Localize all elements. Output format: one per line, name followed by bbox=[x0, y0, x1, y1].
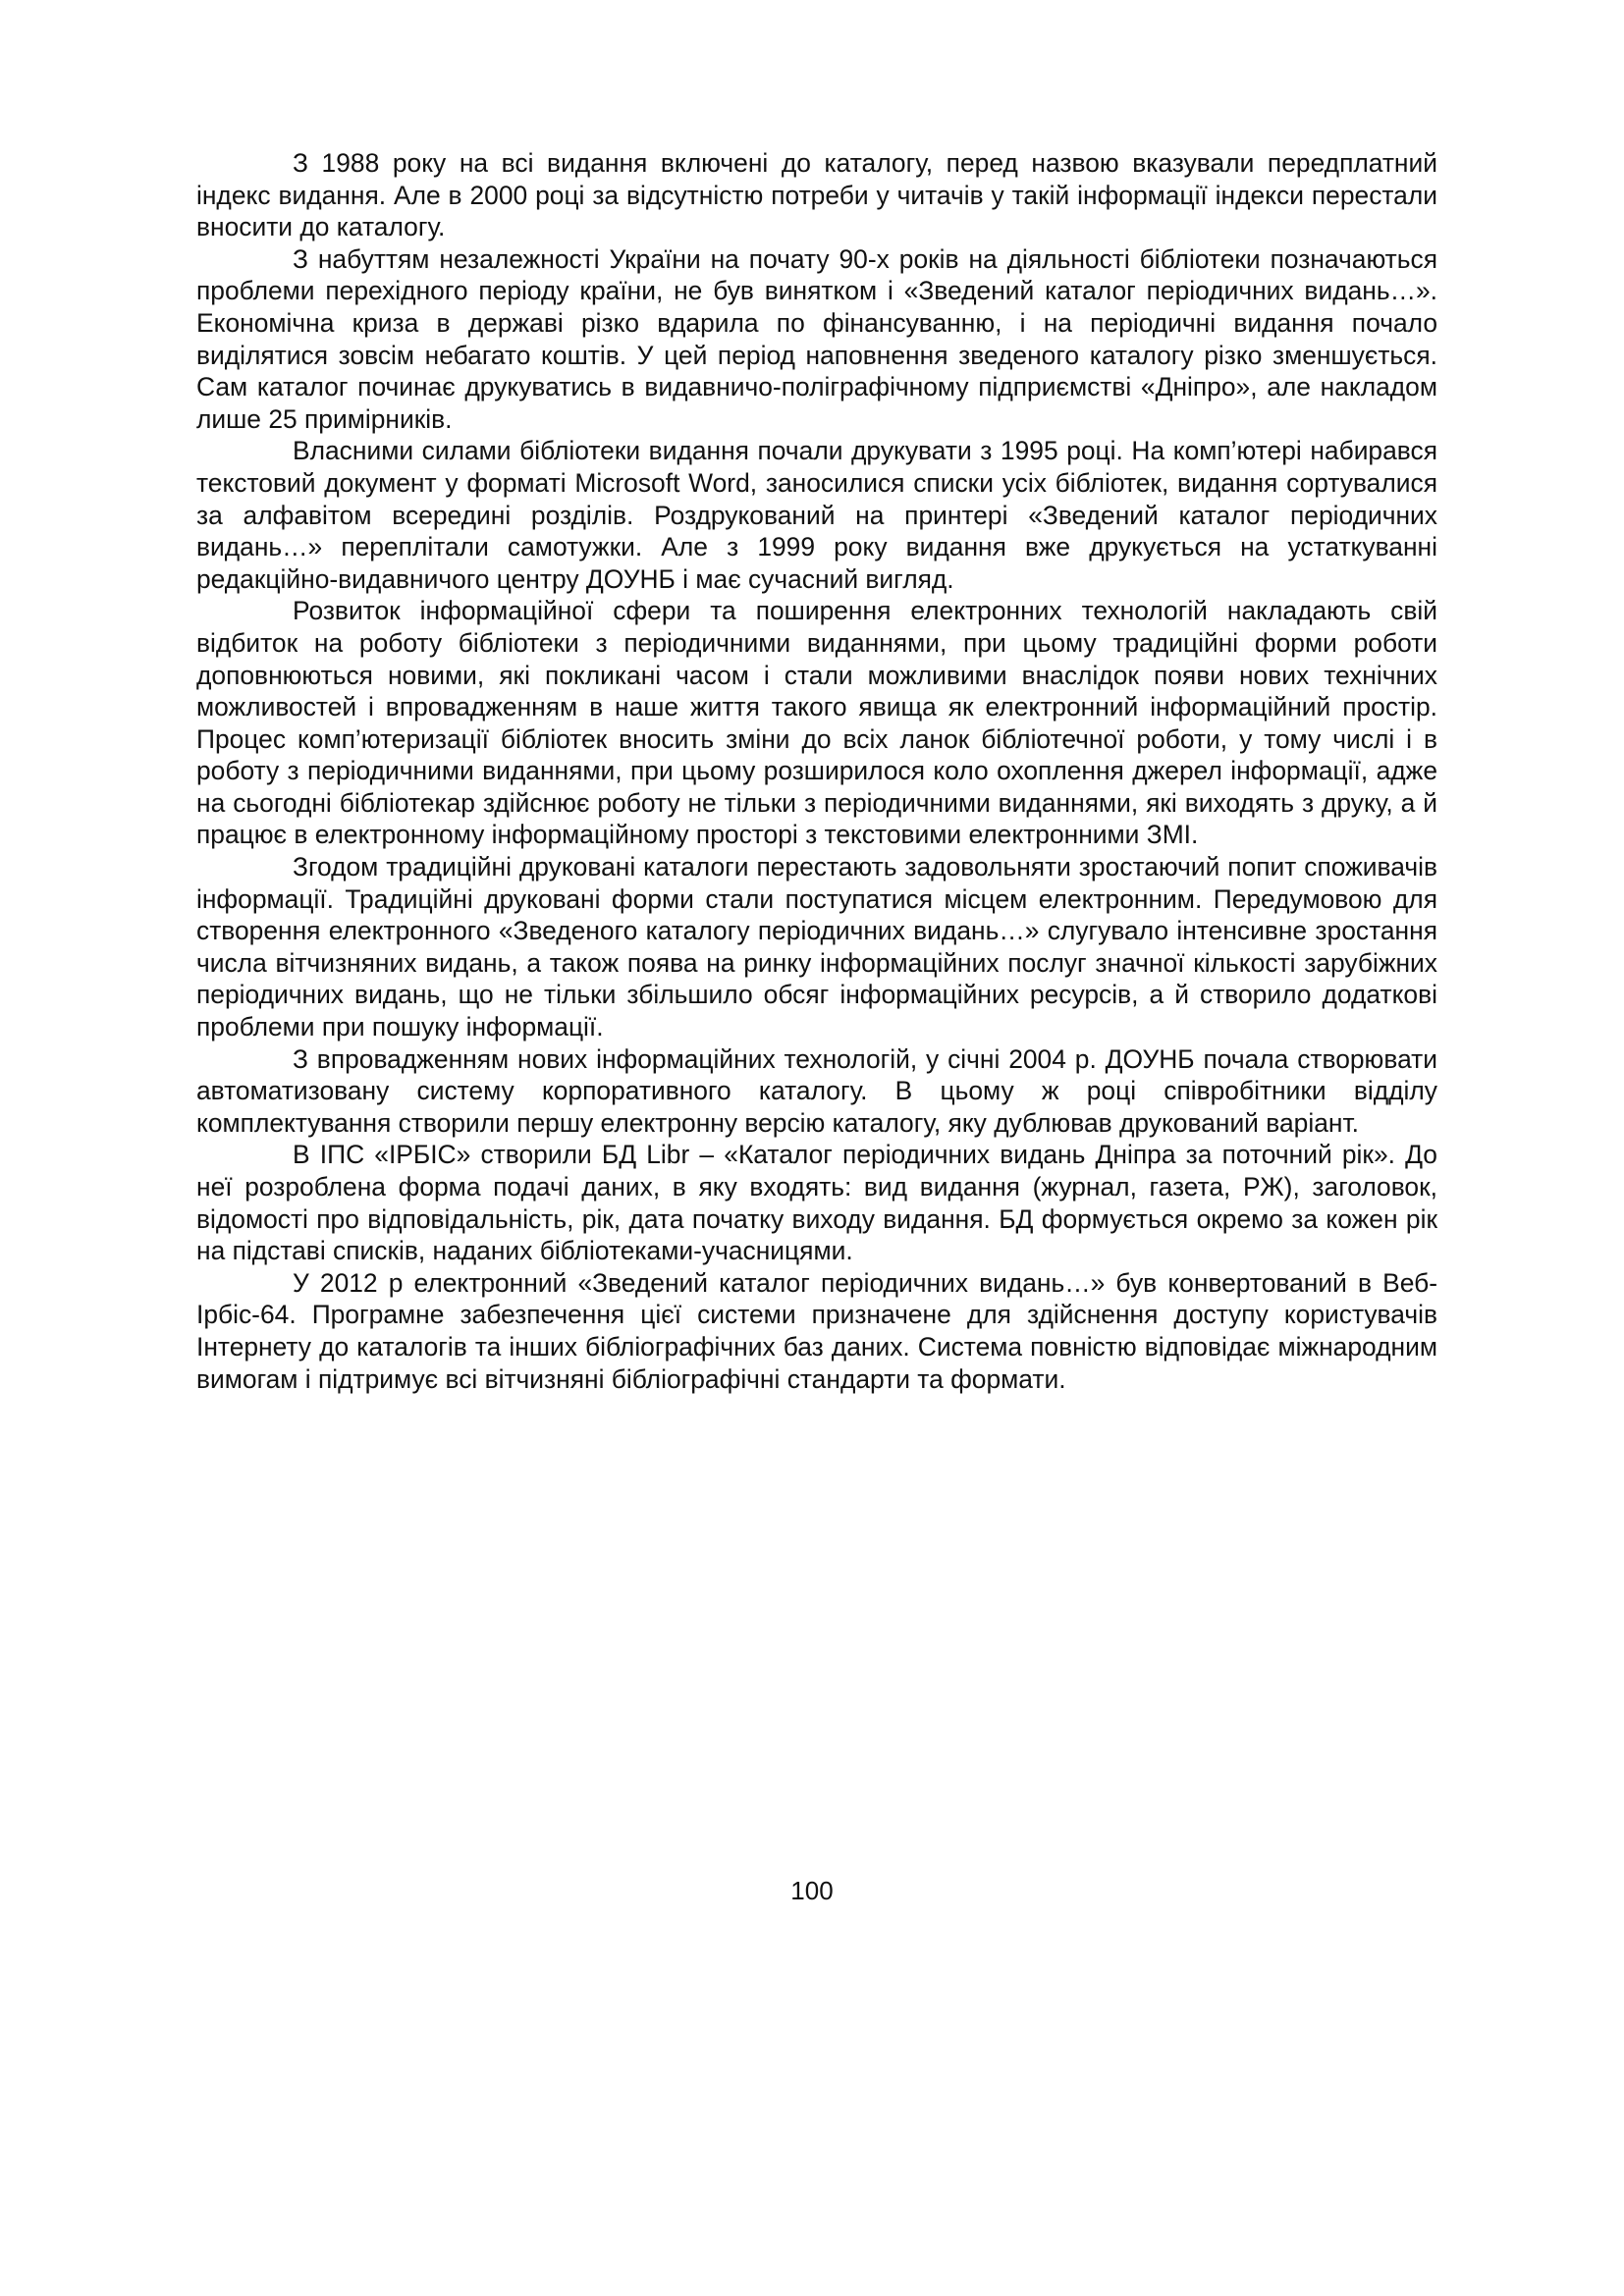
paragraph-4: Розвиток інформаційної сфери та поширення електронних технологій накладають свій відбиток на роботу бібліотеки з періодичними виданнями, при цьому традиційні форми роботи доповнюються новими, які покликані часом і стали можливими внаслідок появи нових технічних можливостей і впровадженням в наше життя такого явища як електронний інформаційний простір. Процес комп’ютеризації бібліотек вносить зміни до всіх ланок бібліотечної роботи, у тому числі і в роботу з періодичними виданнями, при цьому розширилося коло охоплення джерел інформації, адже на сьогодні бібліотекар здійснює роботу не тільки з періодичними виданнями, які виходять з друку, а й працює в електронному інформаційному просторі з текстовими електронними ЗМІ. bbox=[196, 596, 1437, 850]
page-number: 100 bbox=[790, 1876, 834, 1905]
paragraph-6: З впровадженням нових інформаційних технологій, у січні 2004 р. ДОУНБ почала створювати автоматизовану систему корпоративного каталогу. В цьому ж році співробітники відділу комплектування створили першу електронну версію каталогу, яку дублював друкований варіант. bbox=[196, 1043, 1437, 1138]
paragraph-8: У 2012 р електронний «Зведений каталог періодичних видань…» був конвертований в Веб-Ірбіс-64. Програмне забезпечення цієї системи призначене для здійснення доступу користувачів Інтернету до каталогів та інших бібліографічних баз даних. Система повністю відповідає міжнародним вимогам і підтримує всі вітчизняні бібліографічні стандарти та формати. bbox=[196, 1267, 1437, 1394]
paragraph-2: З набуттям незалежності України на почату 90-х років на діяльності бібліотеки позначаються проблеми перехідного періоду країни, не був винятком і «Зведений каталог періодичних видань…». Економічна криза в державі різко вдарила по фінансуванню, і на періодичні видання почало виділятися зовсім небагато коштів. У цей період наповнення зведеного каталогу різко зменшується. Сам каталог починає друкуватись в видавничо-поліграфічному підприємстві «Дніпро», але накладом лише 25 примірників. bbox=[196, 243, 1437, 434]
paragraph-3: Власними силами бібліотеки видання почали друкувати з 1995 році. На комп’ютері набирався текстовий документ у форматі Microsoft Word, заносилися списки усіх бібліотек, видання сортувалися за алфавітом всередині розділів. Роздрукований на принтері «Зведений каталог періодичних видань…» переплітали самотужки. Але з 1999 року видання вже друкується на устаткуванні редакційно-видавничого центру ДОУНБ і має сучасний вигляд. bbox=[196, 436, 1437, 594]
paragraph-5: Згодом традиційні друковані каталоги перестають задовольняти зростаючий попит споживачів інформації. Традиційні друковані форми стали поступатися місцем електронним. Передумовою для створення електронного «Зведеного каталогу періодичних видань…» слугувало інтенсивне зростання числа вітчизняних видань, а також поява на ринку інформаційних послуг значної кількості зарубіжних періодичних видань, що не тільки збільшило обсяг інформаційних ресурсів, а й створило додаткові проблеми при пошуку інформації. bbox=[196, 852, 1437, 1042]
paragraph-7: В ІПС «ІРБІС» створили БД Libr – «Каталог періодичних видань Дніпра за поточний рік». До неї розроблена форма подачі даних, в яку входять: вид видання (журнал, газета, РЖ), заголовок, відомості про відповідальність, рік, дата початку виходу видання. БД формується окремо за кожен рік на підставі списків, наданих бібліотеками-учасницями. bbox=[196, 1140, 1437, 1266]
page-body bbox=[196, 147, 1437, 1395]
paragraph-1: З 1988 року на всі видання включені до каталогу, перед назвою вказували передплатний індекс видання. Але в 2000 році за відсутністю потреби у читачів у такій інформації індекси перестали вносити до каталогу. bbox=[196, 148, 1437, 242]
